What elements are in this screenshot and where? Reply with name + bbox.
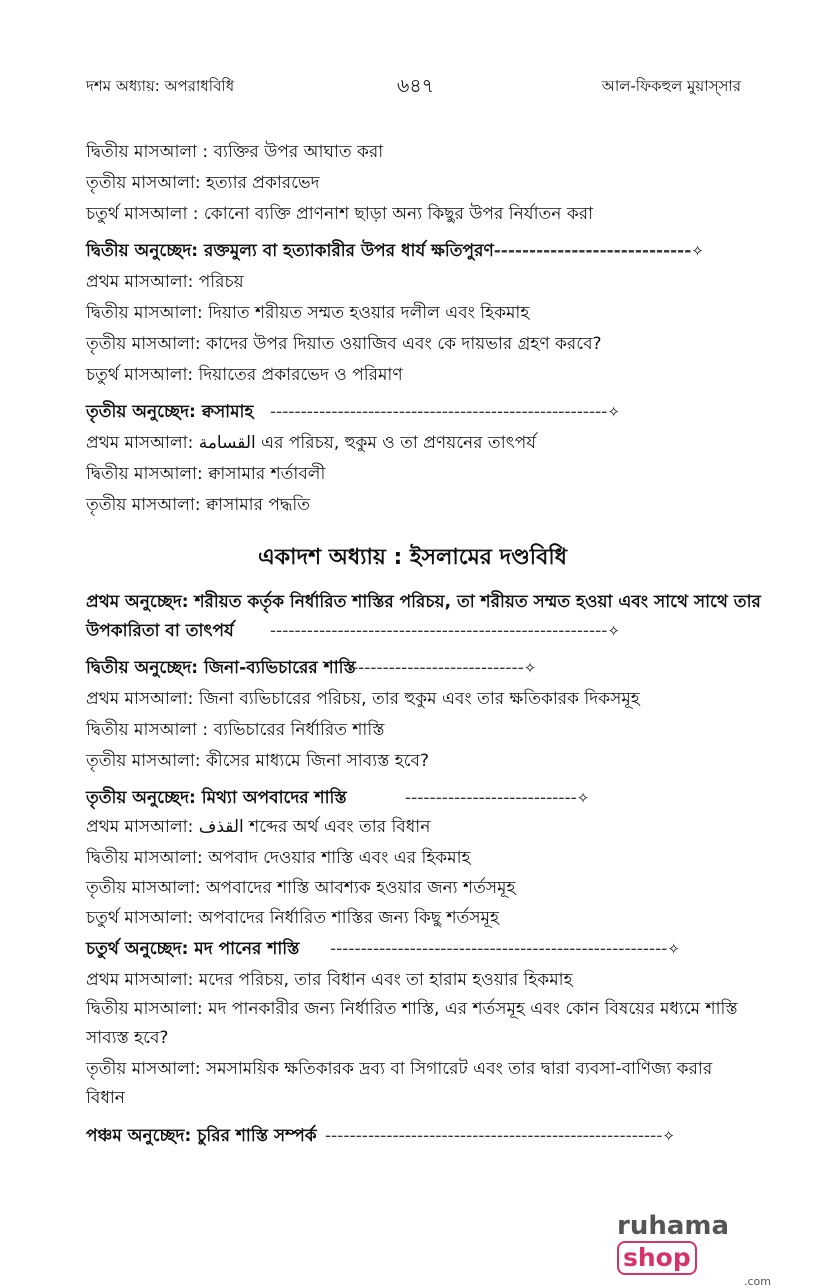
list-item-continued: বিধান (86, 1088, 125, 1108)
star-icon: ✧ (576, 789, 590, 807)
dot-leader (405, 787, 589, 809)
list-item: প্রথম মাসআলা: জিনা ব্যভিচারের পরিচয়, তার হুকুম এবং তার ক্ষতিকারক দিকসমূহ (86, 689, 640, 709)
star-icon: ✧ (523, 659, 537, 677)
section-heading-text: দ্বিতীয় অনুচ্ছেদ: জিনা-ব্যভিচারের শাস্তি (86, 658, 356, 678)
section-heading-continued: উপকারিতা বা তাৎপর্য (86, 621, 234, 641)
list-item: তৃতীয় মাসআলা: হত্যার প্রকারভেদ (86, 173, 320, 193)
list-item: প্রথম মাসআলা: মদের পরিচয়, তার বিধান এবং তা হারাম হওয়ার হিকমাহ (86, 970, 573, 990)
list-item: চতুর্থ মাসআলা: অপবাদের নির্ধারিত শাস্তির জন্য কিছু শর্তসমূহ (86, 908, 499, 928)
section-heading-text: চতুর্থ অনুচ্ছেদ: মদ পানের শাস্তি (86, 939, 300, 959)
star-icon: ✧ (607, 622, 620, 640)
dot-leader (270, 401, 620, 423)
dot-leader-dashes: ---------------------------- (352, 658, 524, 678)
dot-leader (352, 657, 536, 679)
list-item: দ্বিতীয় মাসআলা: অপবাদ দেওয়ার শাস্তি এবং এর হিকমাহ (86, 848, 471, 868)
list-item: দ্বিতীয় মাসআলা: দিয়াত শরীয়ত সম্মত হওয়ার দলীল এবং হিকমাহ (86, 303, 530, 323)
list-item: দ্বিতীয় মাসআলা: মদ পানকারীর জন্য নির্ধারিত শাস্তি, এর শর্তসমূহ এবং কোন বিষয়ের মধ্যমে শাস্তি (86, 999, 738, 1019)
list-item: চতুর্থ মাসআলা : কোনো ব্যক্তি প্রাণনাশ ছাড়া অন্য কিছুর উপর নির্যাতন করা (86, 204, 594, 224)
dot-leader-dashes: ------------------------------------------------------- (270, 402, 608, 422)
list-item: চতুর্থ মাসআলা: দিয়াতের প্রকারভেদ ও পরিমাণ (86, 365, 403, 385)
publisher-logo (617, 1211, 777, 1288)
section-heading-text: পঞ্চম অনুচ্ছেদ: চুরির শাস্তি সম্পর্ক (86, 1126, 317, 1146)
list-item: প্রথম মাসআলা: পরিচয় (86, 272, 244, 292)
list-item: তৃতীয় মাসআলা: ক্বাসামার পদ্ধতি (86, 495, 310, 515)
star-icon: ✧ (691, 242, 704, 260)
dot-leader-dashes: ------------------------------------------------------- (330, 939, 668, 959)
list-item: দ্বিতীয় মাসআলা : ব্যভিচারের নির্ধারিত শাস্তি (86, 720, 385, 740)
star-icon: ✧ (607, 403, 620, 421)
list-item: দ্বিতীয় মাসআলা : ব্যক্তির উপর আঘাত করা (86, 142, 384, 162)
list-item: প্রথম মাসআলা: القسامة এর পরিচয়, হুকুম ও তা প্রণয়নের তাৎপর্য (86, 433, 537, 453)
section-heading-text: তৃতীয় অনুচ্ছেদ: ক্বসামাহ (86, 402, 254, 422)
dot-leader-dashes: ---------------------------- (405, 788, 577, 808)
dot-leader: ---------------------------- (493, 241, 692, 261)
list-item: প্রথম মাসআলা: القذف শব্দের অর্থ এবং তার বিধান (86, 817, 431, 837)
logo-wordmark: ruhama (617, 1211, 730, 1241)
logo-domain: .com (744, 1275, 771, 1288)
section-heading-text: তৃতীয় অনুচ্ছেদ: মিথ্যা অপবাদের শাস্তি (86, 788, 347, 808)
logo-shop-badge: shop (617, 1241, 697, 1275)
dot-leader (330, 938, 680, 960)
dot-leader-dashes: ------------------------------------------------------- (270, 621, 608, 641)
list-item: তৃতীয় মাসআলা: সমসাময়িক ক্ষতিকারক দ্রব্য বা সিগারেট এবং তার দ্বারা ব্যবসা-বাণিজ্য করার (86, 1059, 713, 1079)
list-item: দ্বিতীয় মাসআলা: ক্বাসামার শর্তাবলী (86, 464, 326, 484)
list-item: তৃতীয় মাসআলা: অপবাদের শাস্তি আবশ্যক হওয়ার জন্য শর্তসমূহ (86, 878, 516, 898)
dot-leader-dashes: ------------------------------------------------------- (325, 1126, 663, 1146)
running-header-book-title: আল-ফিকহুল মুয়াস্সার (601, 77, 741, 95)
section-heading-text: দ্বিতীয় অনুচ্ছেদ: রক্তমুল্য বা হত্যাকারীর উপর ধার্য ক্ষতিপুরণ (86, 241, 494, 261)
dot-leader (325, 1125, 675, 1147)
running-header-chapter: দশম অধ্যায়: অপরাধবিধি (86, 77, 235, 95)
star-icon: ✧ (667, 940, 680, 958)
star-icon: ✧ (662, 1127, 675, 1145)
list-item: তৃতীয় মাসআলা: কাদের উপর দিয়াত ওয়াজিব এবং কে দায়ভার গ্রহণ করবে? (86, 334, 602, 354)
section-heading: প্রথম অনুচ্ছেদ: শরীয়ত কর্তৃক নির্ধারিত শাস্তির পরিচয়, তা শরীয়ত সম্মত হওয়া এবং সাথে সাথে তার (86, 592, 761, 612)
chapter-title: একাদশ অধ্যায় : ইসলামের দণ্ডবিধি (258, 545, 567, 570)
list-item: তৃতীয় মাসআলা: কীসের মাধ্যমে জিনা সাব্যস্ত হবে? (86, 751, 430, 771)
page-number: ৬৪৭ (397, 75, 435, 97)
section-heading (86, 240, 765, 262)
dot-leader (270, 620, 620, 642)
list-item-continued: সাব্যস্ত হবে? (86, 1028, 169, 1048)
